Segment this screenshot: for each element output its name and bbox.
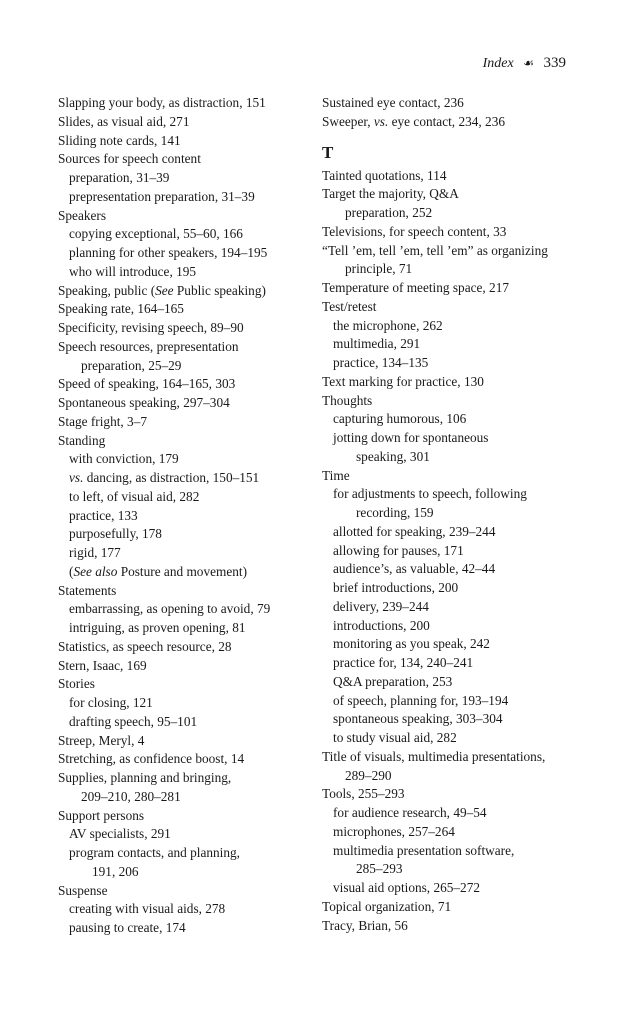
index-subentry — [322, 654, 580, 673]
index-entry — [58, 319, 308, 338]
index-subentry — [58, 244, 308, 263]
index-subentry — [58, 788, 308, 807]
index-text: dancing, as distraction, 150–151 — [83, 470, 260, 485]
index-subentry — [58, 169, 308, 188]
index-text: for closing, 121 — [69, 695, 153, 710]
index-text: Topical organization, 71 — [322, 898, 452, 914]
index-text: allotted for speaking, 239–244 — [333, 523, 496, 539]
index-text: Text marking for practice, 130 — [322, 373, 484, 389]
index-text: practice, 134–135 — [333, 355, 429, 370]
index-text: preparation, 25–29 — [81, 357, 182, 373]
index-entry — [322, 167, 580, 186]
index-text: ( — [69, 563, 74, 579]
index-subentry — [58, 825, 308, 844]
index-text: Streep, Meryl, 4 — [58, 732, 145, 748]
index-text: Public speaking) — [173, 282, 266, 298]
index-text: Speed of speaking, 164–165, 303 — [58, 376, 236, 392]
index-entry — [322, 185, 580, 204]
index-text: speaking, 301 — [356, 448, 430, 464]
index-text: 285–293 — [356, 861, 403, 877]
index-text: allowing for pauses, 171 — [333, 542, 464, 558]
index-text: jotting down for spontaneous — [333, 430, 489, 445]
index-text: preparation, 252 — [345, 205, 433, 220]
index-text: Statements — [58, 582, 117, 598]
index-text: to study visual aid, 282 — [333, 730, 457, 745]
index-text: preparation, 31–39 — [69, 170, 170, 185]
index-entry — [322, 298, 580, 317]
index-text: Televisions, for speech content, 33 — [322, 223, 507, 239]
index-text: Q&A preparation, 253 — [333, 673, 453, 689]
index-text: Specificity, revising speech, 89–90 — [58, 320, 244, 335]
index-subentry — [322, 860, 580, 879]
index-text: copying exceptional, 55–60, 166 — [69, 226, 243, 242]
index-text: AV specialists, 291 — [69, 826, 171, 842]
index-column-left — [58, 94, 308, 938]
page-number: 339 — [543, 55, 566, 71]
index-text: audience’s, as valuable, 42–44 — [333, 561, 496, 577]
index-text: who will introduce, 195 — [69, 263, 197, 279]
index-entry — [58, 807, 308, 826]
index-subentry — [322, 504, 580, 523]
index-text: eye contact, 234, 236 — [388, 113, 505, 129]
index-text: Sliding note cards, 141 — [58, 132, 181, 148]
index-entry — [58, 750, 308, 769]
index-entry — [322, 113, 580, 132]
index-text: recording, 159 — [356, 505, 434, 520]
index-text: Suspense — [58, 882, 108, 898]
index-text: Speaking, public ( — [58, 282, 156, 298]
index-subentry — [322, 335, 580, 354]
index-entry — [58, 732, 308, 751]
index-text: rigid, 177 — [69, 545, 121, 560]
index-subentry — [322, 673, 580, 692]
index-text: Temperature of meeting space, 217 — [322, 280, 509, 295]
index-text: Posture and movement) — [117, 563, 248, 579]
index-subentry — [58, 863, 308, 882]
index-entry — [58, 300, 308, 319]
index-subentry — [322, 448, 580, 467]
index-subentry — [322, 410, 580, 429]
index-subentry — [58, 488, 308, 507]
index-text: Target the majority, Q&A — [322, 186, 459, 202]
index-text: Slapping your body, as distraction, 151 — [58, 95, 266, 110]
index-text: Stretching, as confidence boost, 14 — [58, 751, 245, 767]
index-text: brief introductions, 200 — [333, 580, 459, 595]
index-text: practice for, 134, 240–241 — [333, 655, 474, 670]
index-subentry — [58, 600, 308, 619]
index-subentry — [58, 694, 308, 713]
index-text: Tracy, Brian, 56 — [322, 917, 408, 933]
index-subentry — [322, 560, 580, 579]
running-header-title: Index — [482, 56, 514, 71]
index-text: Title of visuals, multimedia presentations, — [322, 748, 546, 764]
index-entry — [58, 657, 308, 676]
index-text: 289–290 — [345, 767, 392, 783]
index-text: Speakers — [58, 207, 106, 223]
index-text: Supplies, planning and bringing, — [58, 770, 232, 785]
index-subentry — [322, 804, 580, 823]
index-entry — [58, 675, 308, 694]
index-text: Support persons — [58, 807, 145, 823]
index-entry — [58, 394, 308, 413]
index-text: principle, 71 — [345, 261, 413, 277]
index-text: embarrassing, as opening to avoid, 79 — [69, 601, 271, 617]
index-text: “Tell ’em, tell ’em, tell ’em” as organizing — [322, 242, 548, 258]
index-subentry — [322, 767, 580, 786]
index-subentry — [322, 485, 580, 504]
index-letter-heading: T — [322, 142, 334, 162]
index-text: drafting speech, 95–101 — [69, 713, 198, 729]
index-text: Thoughts — [322, 392, 373, 408]
index-subentry — [322, 842, 580, 861]
index-subentry — [58, 263, 308, 282]
index-subentry — [58, 844, 308, 863]
index-subentry — [58, 469, 308, 488]
index-text: introductions, 200 — [333, 617, 430, 633]
index-subentry — [58, 507, 308, 526]
index-entry — [322, 785, 580, 804]
index-text: 191, 206 — [92, 863, 139, 879]
index-text: Standing — [58, 432, 106, 448]
index-entry — [322, 392, 580, 411]
index-entry — [322, 94, 580, 113]
index-entry — [58, 432, 308, 451]
index-subentry — [58, 525, 308, 544]
index-italic-text: See also — [73, 563, 118, 579]
index-text: monitoring as you speak, 242 — [333, 636, 490, 652]
index-text: planning for other speakers, 194–195 — [69, 245, 268, 260]
index-text: intriguing, as proven opening, 81 — [69, 620, 246, 635]
index-text: with conviction, 179 — [69, 451, 179, 467]
index-entry — [58, 582, 308, 601]
index-subentry — [322, 354, 580, 373]
index-text: Speaking rate, 164–165 — [58, 301, 184, 317]
index-entry — [58, 94, 308, 113]
index-text: of speech, planning for, 193–194 — [333, 692, 509, 708]
index-text: purposefully, 178 — [69, 526, 162, 542]
index-entry — [322, 373, 580, 392]
index-text: Tainted quotations, 114 — [322, 167, 447, 183]
index-entry — [58, 413, 308, 432]
index-text: to left, of visual aid, 282 — [69, 488, 200, 504]
index-text: spontaneous speaking, 303–304 — [333, 711, 503, 727]
index-entry — [58, 132, 308, 151]
index-text: Spontaneous speaking, 297–304 — [58, 395, 230, 410]
index-subentry — [58, 919, 308, 938]
index-text: Time — [322, 467, 350, 483]
index-subentry — [58, 544, 308, 563]
index-entry — [322, 917, 580, 936]
index-italic-text: See — [155, 282, 174, 298]
index-text: creating with visual aids, 278 — [69, 901, 226, 917]
index-text: Speech resources, prepresentation — [58, 338, 239, 354]
index-subentry — [322, 523, 580, 542]
index-text: microphones, 257–264 — [333, 823, 455, 839]
index-subentry — [58, 225, 308, 244]
index-entry — [322, 279, 580, 298]
index-subentry — [322, 260, 580, 279]
index-text: Slides, as visual aid, 271 — [58, 113, 190, 129]
index-text: Sources for speech content — [58, 151, 201, 167]
index-text: Stage fright, 3–7 — [58, 413, 148, 429]
index-text: delivery, 239–244 — [333, 598, 429, 614]
running-header — [483, 55, 566, 72]
index-subentry — [58, 900, 308, 919]
index-subentry — [58, 563, 308, 582]
index-text: pausing to create, 174 — [69, 920, 186, 935]
index-subentry — [322, 542, 580, 561]
index-subentry — [322, 635, 580, 654]
index-subentry — [322, 729, 580, 748]
index-entry — [322, 242, 580, 261]
index-text: multimedia presentation software, — [333, 842, 515, 858]
index-subentry — [322, 710, 580, 729]
index-subentry — [322, 879, 580, 898]
index-text: Stern, Isaac, 169 — [58, 657, 147, 673]
index-subentry — [322, 823, 580, 842]
index-subentry — [322, 429, 580, 448]
index-entry — [58, 113, 308, 132]
index-text: Test/retest — [322, 298, 377, 314]
index-text: practice, 133 — [69, 507, 138, 523]
index-entry — [58, 207, 308, 226]
index-subentry — [322, 692, 580, 711]
fleuron-ornament-icon: ☙ — [523, 56, 534, 70]
index-entry — [58, 338, 308, 357]
index-text: multimedia, 291 — [333, 336, 421, 352]
index-entry — [58, 638, 308, 657]
index-text: for adjustments to speech, following — [333, 486, 527, 502]
index-subentry — [58, 357, 308, 376]
index-text: Sweeper, — [322, 113, 374, 129]
index-text: 209–210, 280–281 — [81, 788, 181, 804]
index-column-right — [322, 94, 580, 935]
index-text: Statistics, as speech resource, 28 — [58, 638, 232, 654]
index-subentry — [58, 188, 308, 207]
index-entry — [58, 375, 308, 394]
index-subentry — [322, 579, 580, 598]
index-entry — [322, 748, 580, 767]
index-entry — [322, 898, 580, 917]
index-text: for audience research, 49–54 — [333, 805, 487, 820]
index-text: the microphone, 262 — [333, 317, 443, 333]
index-text: Sustained eye contact, 236 — [322, 95, 464, 110]
index-text: prepresentation preparation, 31–39 — [69, 188, 255, 204]
index-text: Tools, 255–293 — [322, 786, 405, 802]
index-text: capturing humorous, 106 — [333, 411, 467, 427]
index-entry — [322, 223, 580, 242]
index-entry — [58, 769, 308, 788]
index-subentry — [58, 713, 308, 732]
index-entry — [322, 467, 580, 486]
index-italic-text: vs. — [69, 470, 84, 485]
index-subentry — [322, 598, 580, 617]
index-subentry — [58, 450, 308, 469]
index-subentry — [322, 317, 580, 336]
index-text: program contacts, and planning, — [69, 845, 240, 860]
index-subentry — [58, 619, 308, 638]
index-entry — [58, 282, 308, 301]
index-entry — [58, 882, 308, 901]
index-entry — [58, 150, 308, 169]
index-italic-text: vs. — [373, 113, 389, 129]
index-text: visual aid options, 265–272 — [333, 880, 480, 895]
index-subentry — [322, 617, 580, 636]
index-text: Stories — [58, 676, 95, 692]
index-subentry — [322, 204, 580, 223]
